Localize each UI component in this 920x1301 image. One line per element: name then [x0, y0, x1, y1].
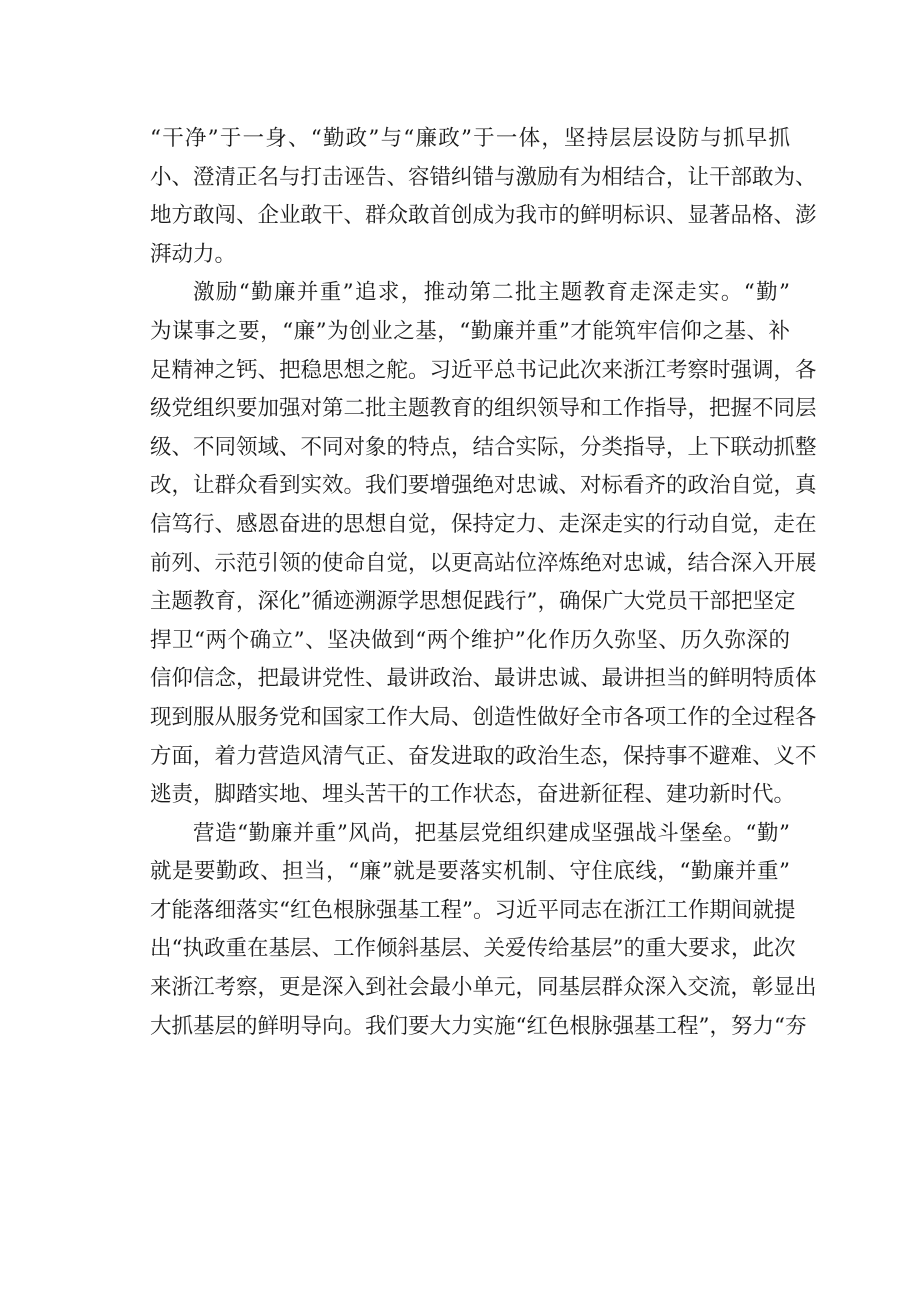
text-line: 激励“勤廉并重”追求，推动第二批主题教育走深走实。“勤” [193, 280, 790, 306]
text-line: 地方敢闯、企业敢干、群众敢首创成为我市的鲜明标识、显著品格、澎 [150, 203, 817, 229]
text-line: 主题教育，深化”循迹溯源学思想促践行”，确保广大党员干部把坚定 [150, 589, 796, 615]
text-line: 方面，着力营造风清气正、奋发进取的政治生态，保持事不避难、义不 [150, 743, 817, 769]
text-line: “干净”于一身、“勤政”与“廉政”于一体，坚持层层设防与抓早抓 [150, 126, 790, 151]
text-line: 湃动力。 [150, 241, 237, 267]
text-line: 逃责，脚踏实地、埋头苦干的工作状态，奋进新征程、建功新时代。 [150, 782, 796, 808]
text-line: 信仰信念，把最讲党性、最讲政治、最讲忠诚、最讲担当的鲜明特质体 [150, 666, 817, 692]
text-line: 前列、示范引领的使命自觉，以更高站位淬炼绝对忠诚，结合深入开展 [150, 550, 817, 576]
text-line: 营造“勤廉并重”风尚，把基层党组织建成坚强战斗堡垒。“勤” [193, 820, 790, 846]
text-line: 足精神之钙、把稳思想之舵。习近平总书记此次来浙江考察时强调，各 [150, 357, 817, 383]
text-line: 出“执政重在基层、工作倾斜基层、关爱传给基层”的重大要求，此次 [150, 936, 796, 962]
text-line: 级、不同领域、不同对象的特点，结合实际，分类指导，上下联动抓整 [150, 434, 817, 460]
document-body [150, 120, 817, 1046]
text-line: 才能落细落实“红色根脉强基工程”。习近平同志在浙江工作期间就提 [150, 897, 796, 923]
text-line: 大抓基层的鲜明导向。我们要大力实施“红色根脉强基工程”，努力“夯 [150, 1013, 807, 1039]
text-line: 现到服从服务党和国家工作大局、创造性做好全市各项工作的全过程各 [150, 704, 817, 730]
text-line: 信笃行、感恩奋进的思想自觉，保持定力、走深走实的行动自觉，走在 [150, 511, 817, 537]
text-line: 为谋事之要，“廉”为创业之基，“勤廉并重”才能筑牢信仰之基、补 [150, 318, 790, 344]
text-line: 就是要勤政、担当，“廉”就是要落实机制、守住底线，“勤廉并重” [150, 859, 790, 885]
text-line: 小、澄清正名与打击诬告、容错纠错与激励有为相结合，让干部敢为、 [150, 164, 817, 190]
text-line: 捍卫“两个确立”、坚决做到“两个维护”化作历久弥坚、历久弥深的 [150, 627, 790, 653]
text-line: 级党组织要加强对第二批主题教育的组织领导和工作指导，把握不同层 [150, 396, 817, 422]
text-line: 来浙江考察，更是深入到社会最小单元，同基层群众深入交流，彰显出 [150, 975, 817, 1001]
text-line: 改，让群众看到实效。我们要增强绝对忠诚、对标看齐的政治自觉，真 [150, 473, 817, 499]
